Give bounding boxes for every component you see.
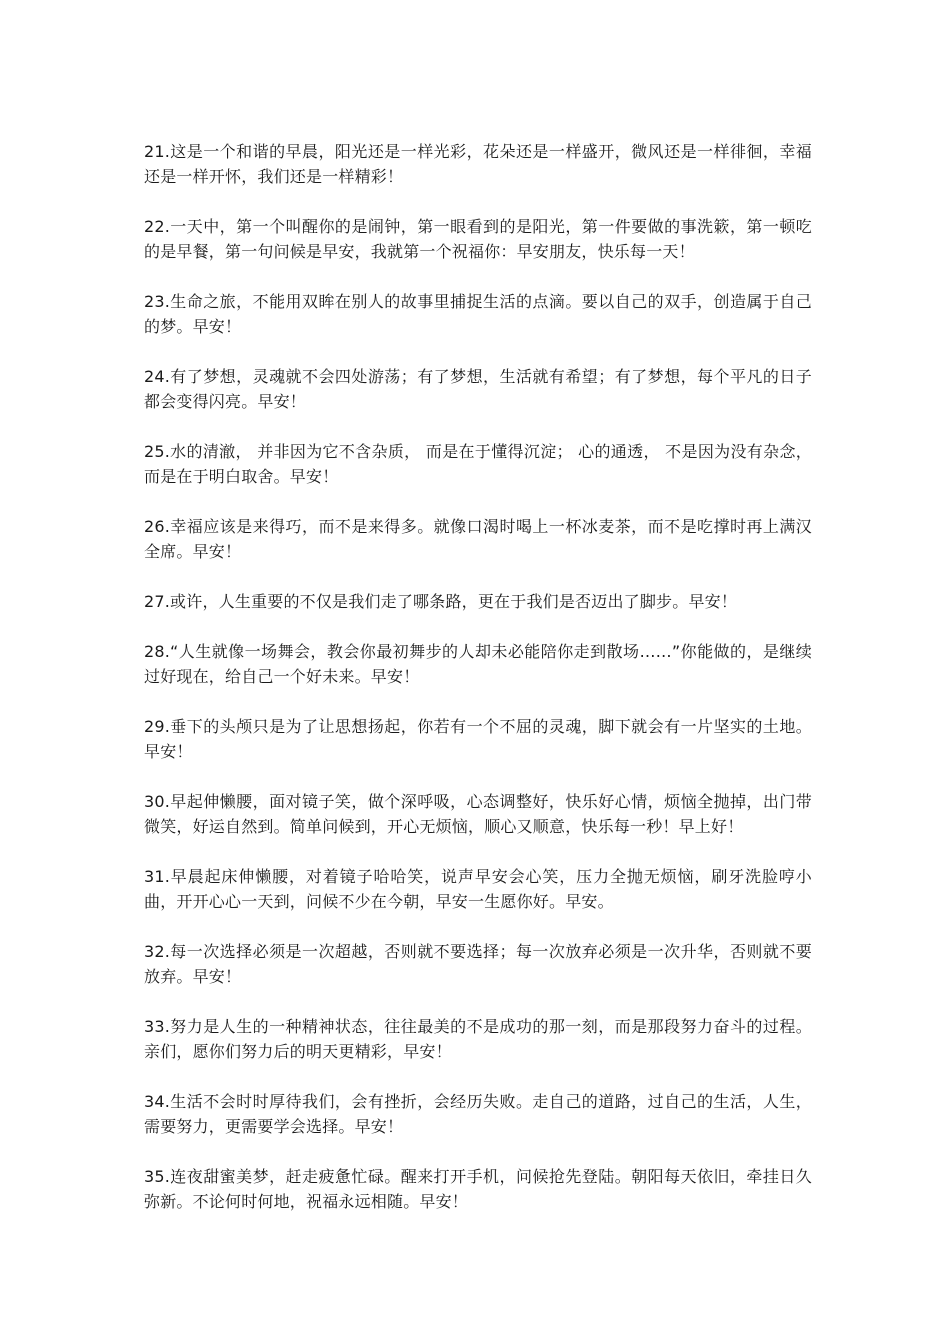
document-body [144,139,812,1239]
paragraph-32: 32.每一次选择必须是一次超越，否则就不要选择；每一次放弃必须是一次升华，否则就不要放弃。早安！ [144,942,812,986]
paragraph-30: 30.早起伸懒腰，面对镜子笑，做个深呼吸，心态调整好，快乐好心情，烦恼全抛掉，出门带微笑，好运自然到。简单问候到，开心无烦恼，顺心又顺意，快乐每一秒！早上好！ [144,792,812,836]
paragraph-22: 22.一天中，第一个叫醒你的是闹钟，第一眼看到的是阳光，第一件要做的事洗簌，第一顿吃的是早餐，第一句问候是早安，我就第一个祝福你：早安朋友，快乐每一天！ [144,217,812,261]
paragraph-35: 35.连夜甜蜜美梦，赶走疲惫忙碌。醒来打开手机，问候抢先登陆。朝阳每天依旧，牵挂日久弥新。不论何时何地，祝福永远相随。早安！ [144,1167,812,1211]
paragraph-29: 29.垂下的头颅只是为了让思想扬起，你若有一个不屈的灵魂，脚下就会有一片坚实的土地。早安！ [144,717,812,761]
paragraph-28: 28.“人生就像一场舞会，教会你最初舞步的人却未必能陪你走到散场……”你能做的，是继续过好现在，给自己一个好未来。早安！ [144,642,812,686]
paragraph-26: 26.幸福应该是来得巧，而不是来得多。就像口渴时喝上一杯冰麦茶，而不是吃撑时再上满汉全席。早安！ [144,517,812,561]
paragraph-21: 21.这是一个和谐的早晨，阳光还是一样光彩，花朵还是一样盛开，微风还是一样徘徊，幸福还是一样开怀，我们还是一样精彩！ [144,142,812,186]
paragraph-25: 25.水的清澈， 并非因为它不含杂质， 而是在于懂得沉淀； 心的通透， 不是因为没有杂念， 而是在于明白取舍。早安！ [144,442,812,486]
paragraph-31: 31.早晨起床伸懒腰，对着镜子哈哈笑，说声早安会心笑，压力全抛无烦恼，刷牙洗脸哼小曲，开开心心一天到，问候不少在今朝，早安一生愿你好。早安。 [144,867,812,911]
paragraph-23: 23.生命之旅，不能用双眸在别人的故事里捕捉生活的点滴。要以自己的双手，创造属于自己的梦。早安！ [144,292,812,336]
paragraph-27: 27.或许，人生重要的不仅是我们走了哪条路，更在于我们是否迈出了脚步。早安！ [144,592,738,611]
paragraph-24: 24.有了梦想，灵魂就不会四处游荡；有了梦想，生活就有希望；有了梦想，每个平凡的日子都会变得闪亮。早安！ [144,367,812,411]
paragraph-33: 33.努力是人生的一种精神状态，往往最美的不是成功的那一刻，而是那段努力奋斗的过程。亲们，愿你们努力后的明天更精彩，早安！ [144,1017,812,1061]
paragraph-34: 34.生活不会时时厚待我们，会有挫折，会经历失败。走自己的道路，过自己的生活，人生，需要努力，更需要学会选择。早安！ [144,1092,812,1136]
